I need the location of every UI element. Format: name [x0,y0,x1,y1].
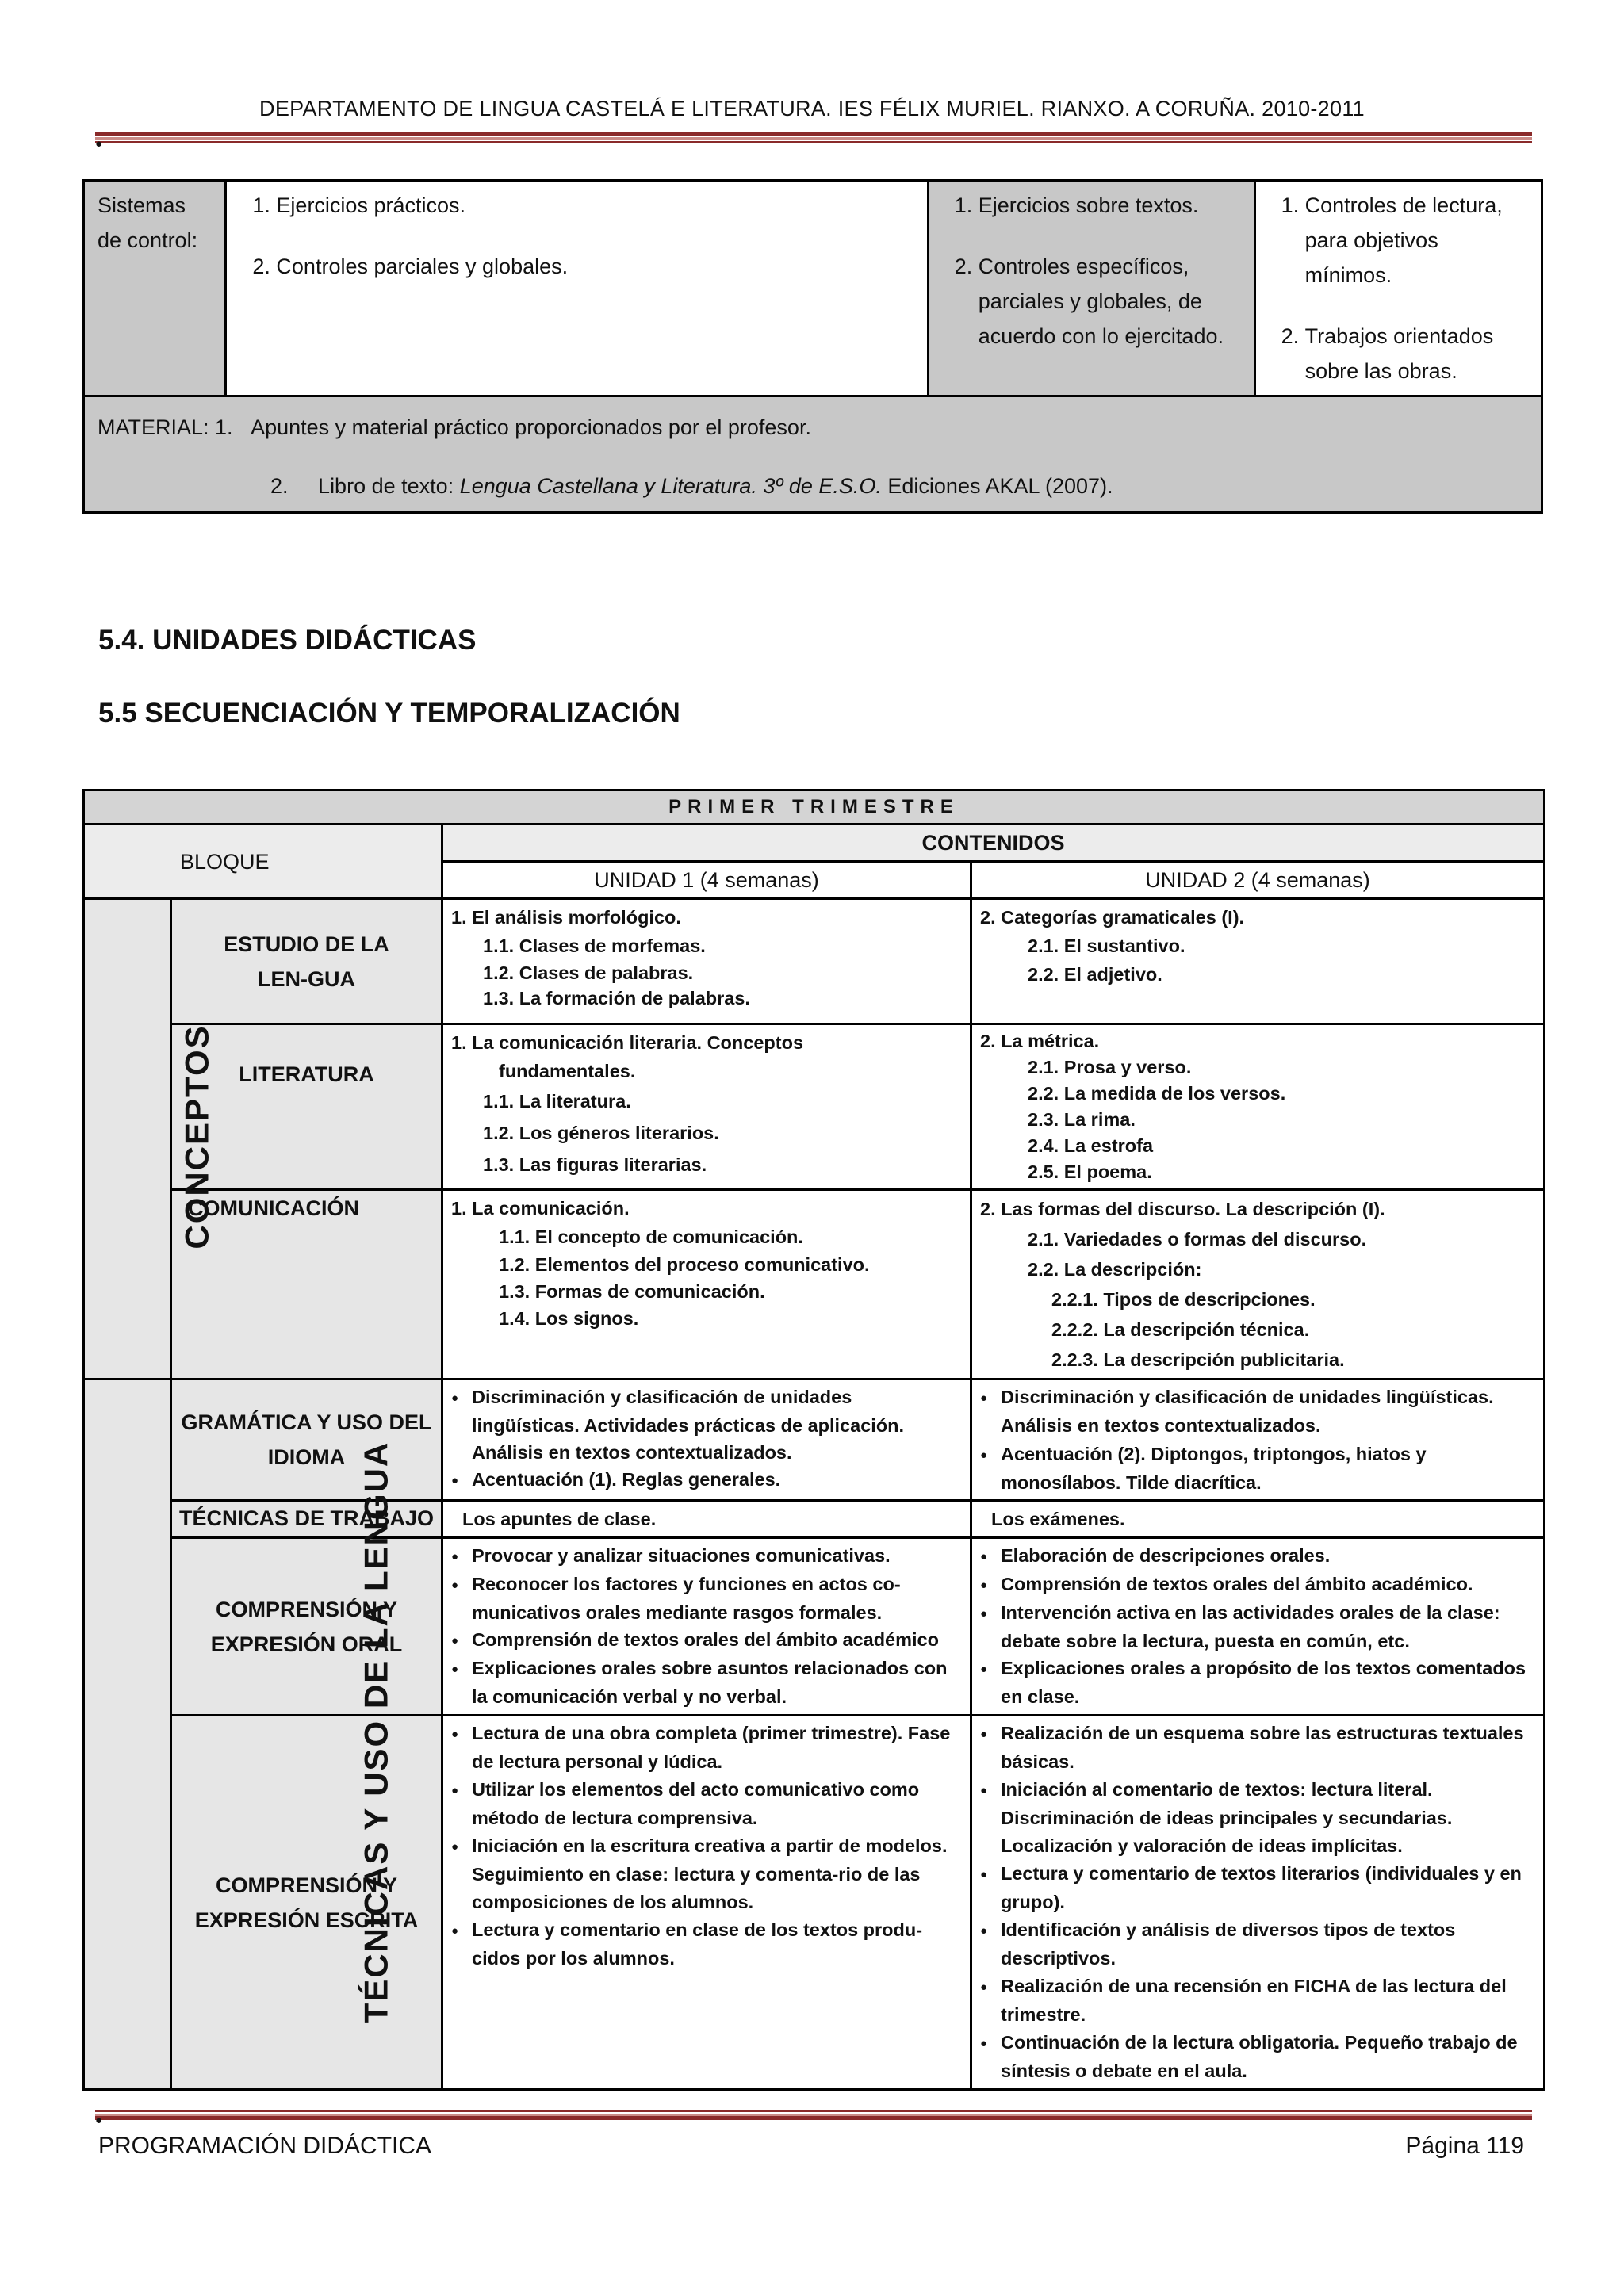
bloque-header: BLOQUE [84,825,442,899]
control-label: Sistemas de control: [84,181,226,396]
trabajo-u2: Los exámenes. [971,1501,1545,1538]
oral-u1: ● Provocar y analizar situaciones comunicativas. ● Reconocer los factores y funciones en actos co-municativos orales mediante rasgos formales. ● Comprensión de textos orales del ámbito académico ● Explicaciones orales sobre asuntos relacionados con la comunicación verbal y no verbal. [442,1538,971,1716]
comunicacion-label: COMUNICACIÓN [171,1190,442,1380]
estudio-u2: 2. Categorías gramaticales (I). 2.1. El sustantivo. 2.2. El adjetivo. [971,899,1545,1024]
trabajo-u1: Los apuntes de clase. [442,1501,971,1538]
conceptos-block: CONCEPTOS [84,899,171,1380]
control-col3: 1. Controles de lectura, para objetivos mínimos. 2. Trabajos orientados sobre las obras. [1254,181,1542,396]
contenidos-header: CONTENIDOS [442,825,1545,862]
section-secuenciacion: 5.5 SECUENCIACIÓN Y TEMPORALIZACIÓN [98,698,680,729]
escrita-label: COMPRENSIÓN Y EXPRESIÓN ESCRITA [171,1716,442,2090]
control-col2: 1. Ejercicios sobre textos. 2. Controles específicos, parciales y globales, de acuerdo con lo ejercitado. [928,181,1254,396]
gramatica-u2: ● Discriminación y clasificación de unidades lingüísticas. Análisis en textos contextualizados. ● Acentuación (2). Diptongos, triptongos, hiatos y monosílabos. Tilde diacrítica. [971,1380,1545,1501]
literatura-u1: 1. La comunicación literaria. Conceptos fundamentales. 1.1. La literatura. 1.2. Los géneros literarios. 1.3. Las figuras literarias. [442,1024,971,1190]
tecnicas-block: TÉCNICAS Y USO DE LA LENGUA [84,1380,171,2090]
comunicacion-u2: 2. Las formas del discurso. La descripción (I). 2.1. Variedades o formas del discurso. 2.2. La descripción: 2.2.1. Tipos de descripciones. 2.2.2. La descripción técnica. 2.2.3. La descripción publicitaria. [971,1190,1545,1380]
unidad2-header: UNIDAD 2 (4 semanas) [971,862,1545,899]
unidad1-header: UNIDAD 1 (4 semanas) [442,862,971,899]
comunicacion-u1: 1. La comunicación. 1.1. El concepto de comunicación. 1.2. Elementos del proceso comunicativo. 1.3. Formas de comunicación. 1.4. Los signos. [442,1190,971,1380]
trimestre-header: PRIMER TRIMESTRE [84,790,1545,825]
trabajo-label: TÉCNICAS DE TRABAJO [171,1501,442,1538]
literatura-u2: 2. La métrica. 2.1. Prosa y verso. 2.2. La medida de los versos. 2.3. La rima. 2.4. La estrofa 2.5. El poema. [971,1024,1545,1190]
page-number: Página 119 [1405,2133,1524,2159]
header-rule [95,132,1532,143]
escrita-u1: ● Lectura de una obra completa (primer trimestre). Fase de lectura personal y lúdica. ● Utilizar los elementos del acto comunicativo como método de lectura comprensiva. ● Iniciación en la escritura creativa a partir de modelos. Seguimiento en clase: lectura y comenta-rio de las composiciones de los alumnos. ● Lectura y comentario en clase de los textos produ-cidos por los alumnos. [442,1716,971,2090]
escrita-u2: ● Realización de un esquema sobre las estructuras textuales básicas. ● Iniciación al comentario de textos: lectura literal. Discriminación de ideas principales y secundarias. Localización y valoración de ideas implícitas. ● Lectura y comentario de textos literarios (individuales y en grupo). ● Identificación y análisis de diversos tipos de textos descriptivos. ● Realización de una recensión en FICHA de las lectura del trimestre. ● Continuación de la lectura obligatoria. Pequeño trabajo de síntesis o debate en el aula. [971,1716,1545,2090]
estudio-label: ESTUDIO DE LA LEN-GUA [171,899,442,1024]
section-unidades: 5.4. UNIDADES DIDÁCTICAS [98,625,477,656]
footer-title: PROGRAMACIÓN DIDÁCTICA [98,2133,432,2159]
page-header: DEPARTAMENTO DE LINGUA CASTELÁ E LITERATURA. IES FÉLIX MURIEL. RIANXO. A CORUÑA. 2010-2011 [259,97,1365,121]
oral-label: COMPRENSIÓN Y EXPRESIÓN ORAL [171,1538,442,1716]
control-table [82,179,1543,514]
oral-u2: ● Elaboración de descripciones orales. ● Comprensión de textos orales del ámbito académico. ● Intervención activa en las actividades orales de la clase: debate sobre la lectura, puesta en común, etc. ● Explicaciones orales a propósito de los textos comentados en clase. [971,1538,1545,1716]
control-col1: 1. Ejercicios prácticos. 2. Controles parciales y globales. [226,181,928,396]
gramatica-label: GRAMÁTICA Y USO DEL IDIOMA [171,1380,442,1501]
literatura-label: LITERATURA [171,1024,442,1190]
gramatica-u1: ● Discriminación y clasificación de unidades lingüísticas. Actividades prácticas de aplicación. Análisis en textos contextualizados. ● Acentuación (1). Reglas generales. [442,1380,971,1501]
footer-rule [95,2109,1532,2120]
material-cell: MATERIAL: 1. Apuntes y material práctico proporcionados por el profesor. 2. Libro de texto: Lengua Castellana y Literatura. 3º de E.S.O. Ediciones AKAL (2007). [84,396,1542,513]
estudio-u1: 1. El análisis morfológico. 1.1. Clases de morfemas. 1.2. Clases de palabras. 1.3. La formación de palabras. [442,899,971,1024]
plan-table [82,789,1545,2091]
